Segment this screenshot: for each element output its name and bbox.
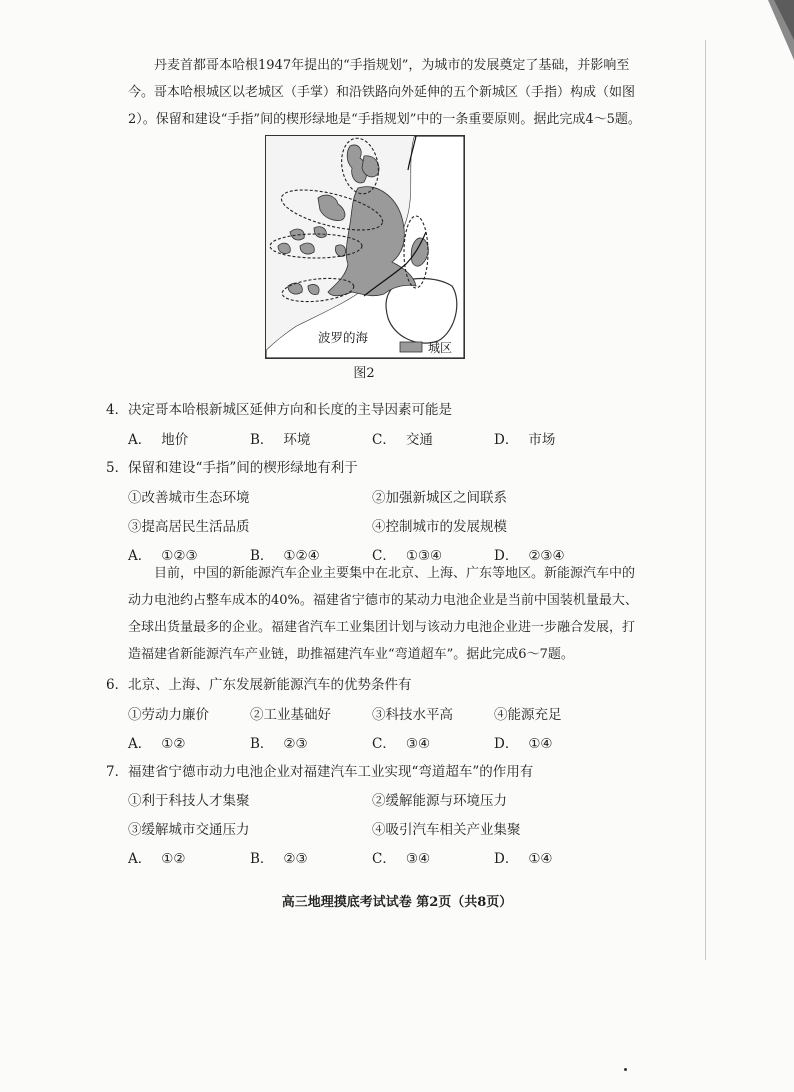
page-corner-shadow bbox=[768, 0, 794, 60]
option-b[interactable]: B． ②③ bbox=[250, 851, 308, 867]
scan-speck bbox=[624, 1068, 627, 1071]
question-number: 7． bbox=[106, 764, 129, 780]
statement: ②工业基础好 bbox=[250, 707, 331, 723]
question-5-statements-row-2 bbox=[128, 515, 648, 537]
statement: ④能源充足 bbox=[494, 707, 562, 723]
option-b[interactable]: B． ②③ bbox=[250, 736, 308, 752]
question-6-statements bbox=[128, 703, 648, 725]
bleed-through-rule bbox=[705, 40, 706, 960]
option-b[interactable]: B． ①②④ bbox=[250, 548, 320, 564]
passage-line: 2）。保留和建设“手指”间的楔形绿地是“手指规划”中的一条重要原则。据此完成4～5题。 bbox=[128, 112, 641, 127]
figure-caption: 图2 bbox=[353, 366, 375, 381]
option-c[interactable]: C． ③④ bbox=[372, 851, 431, 867]
statement: ①劳动力廉价 bbox=[128, 707, 209, 723]
option-c[interactable]: C． 交通 bbox=[372, 432, 433, 448]
option-c[interactable]: C． ③④ bbox=[372, 736, 431, 752]
statement: ③科技水平高 bbox=[372, 707, 453, 723]
passage-line: 动力电池约占整车成本的40%。福建省宁德市的某动力电池企业是当前中国装机量最大、 bbox=[128, 593, 638, 608]
statement: ③缓解城市交通压力 bbox=[128, 822, 250, 838]
question-number: 5． bbox=[106, 460, 129, 476]
legend-label-city: 城区 bbox=[428, 341, 453, 355]
statement: ④控制城市的发展规模 bbox=[372, 519, 507, 535]
passage-line: 目前，中国的新能源汽车企业主要集中在北京、上海、广东等地区。新能源汽车中的 bbox=[154, 566, 636, 581]
question-number: 4． bbox=[106, 402, 129, 418]
question-6 bbox=[106, 673, 412, 693]
passage-copenhagen bbox=[128, 52, 648, 133]
statement: ②缓解能源与环境压力 bbox=[372, 793, 507, 809]
question-number: 6． bbox=[106, 677, 129, 693]
statement: ①利于科技人才集聚 bbox=[128, 793, 250, 809]
option-d[interactable]: D． ②③④ bbox=[494, 548, 565, 564]
option-a[interactable]: A． ①② bbox=[128, 851, 186, 867]
passage-new-energy-vehicles bbox=[128, 560, 648, 668]
question-stem: 决定哥本哈根新城区延伸方向和长度的主导因素可能是 bbox=[128, 402, 452, 418]
question-5 bbox=[106, 456, 358, 476]
city-area-finger-7 bbox=[300, 243, 314, 254]
statement: ①改善城市生态环境 bbox=[128, 490, 250, 506]
option-c[interactable]: C． ①③④ bbox=[372, 548, 443, 564]
option-d[interactable]: D． ①④ bbox=[494, 736, 553, 752]
question-5-statements-row-1 bbox=[128, 486, 648, 508]
question-stem: 福建省宁德市动力电池企业对福建汽车工业实现“弯道超车”的作用有 bbox=[128, 764, 534, 780]
option-d[interactable]: D． ①④ bbox=[494, 851, 553, 867]
question-4-options bbox=[128, 428, 648, 450]
option-a[interactable]: A． 地价 bbox=[128, 432, 189, 448]
question-4 bbox=[106, 398, 452, 418]
option-b[interactable]: B． 环境 bbox=[250, 432, 311, 448]
question-7-statements-row-1 bbox=[128, 789, 648, 811]
question-7 bbox=[106, 760, 533, 780]
question-7-statements-row-2 bbox=[128, 818, 648, 840]
option-a[interactable]: A． ①② bbox=[128, 736, 186, 752]
passage-line: 今。哥本哈根城区以老城区（手掌）和沿铁路向外延伸的五个新城区（手指）构成（如图 bbox=[128, 85, 636, 100]
map-graphic bbox=[266, 136, 464, 358]
city-area-finger-9 bbox=[288, 283, 302, 294]
option-d[interactable]: D． 市场 bbox=[494, 432, 556, 448]
option-a[interactable]: A． ①②③ bbox=[128, 548, 198, 564]
statement: ②加强新城区之间联系 bbox=[372, 490, 507, 506]
copenhagen-finger-plan-map bbox=[265, 135, 465, 359]
statement: ③提高居民生活品质 bbox=[128, 519, 250, 535]
question-stem: 保留和建设“手指”间的楔形绿地有利于 bbox=[128, 460, 358, 476]
sea-label: 波罗的海 bbox=[318, 331, 369, 345]
legend-swatch-city bbox=[400, 342, 422, 352]
passage-line: 全球出货量最多的企业。福建省汽车工业集团计划与该动力电池企业进一步融合发展，打 bbox=[128, 620, 636, 635]
page-footer: 高三地理摸底考试试卷 第2页（共8页） bbox=[281, 895, 513, 910]
question-7-options bbox=[128, 847, 648, 869]
passage-line: 造福建省新能源汽车产业链，助推福建汽车业“弯道超车”。据此完成6～7题。 bbox=[128, 647, 574, 662]
question-6-options bbox=[128, 732, 648, 754]
statement: ④吸引汽车相关产业集聚 bbox=[372, 822, 521, 838]
passage-line: 丹麦首都哥本哈根1947年提出的“手指规划”，为城市的发展奠定了基础，并影响至 bbox=[154, 58, 630, 73]
question-stem: 北京、上海、广东发展新能源汽车的优势条件有 bbox=[128, 677, 412, 693]
